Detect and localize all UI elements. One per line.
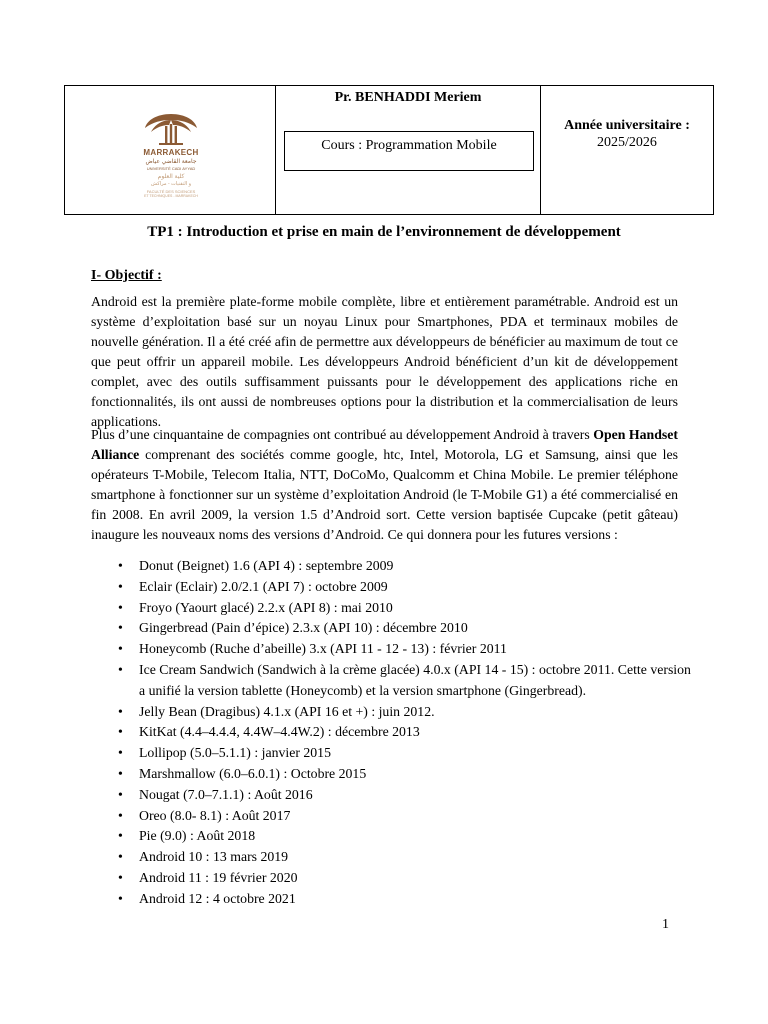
- list-item-text: Donut (Beignet) 1.6 (API 4) : septembre 2009: [139, 558, 394, 573]
- list-item-text: Oreo (8.0- 8.1) : Août 2017: [139, 807, 291, 823]
- logo-faculty: FACULTÉ DES SCIENCES: [146, 189, 196, 194]
- bullet-icon: •: [118, 828, 123, 844]
- bullet-icon: •: [118, 745, 123, 761]
- paragraph-alliance: [91, 425, 678, 545]
- paragraph-alliance-before: Plus d’une cinquantaine de compagnies ont contribué au développement Android à travers: [91, 427, 594, 442]
- bullet-icon: •: [118, 703, 123, 719]
- paragraph-intro: Android est la première plate-forme mobile complète, libre et entièrement paramétrable. Android est un système d’exploitation basé sur un noyau Linux pour Smartphones, PDA et terminaux mobiles de nouvelle génération. Il a été créé afin de permettre aux développeurs de bénéficier au maximum de tout ce que peut offrir un appareil mobile. Les développeurs Android bénéficient d’un kit de développement complet, avec des outils suffisamment puissants pour le développement des applications riche en fonctionnalités, ils ont aussi de nombreuses options pour la distribution et la commercialisation de leurs applications.: [91, 294, 678, 429]
- bullet-icon: •: [118, 599, 123, 615]
- bullet-icon: •: [118, 724, 123, 740]
- list-item: [91, 702, 691, 723]
- logo-faculty-city: ET TECHNIQUES - MARRAKECH: [144, 194, 198, 198]
- page-number: 1: [662, 917, 669, 932]
- bullet-icon: •: [118, 620, 123, 636]
- list-item: [91, 847, 691, 868]
- academic-year: [541, 117, 713, 151]
- list-item: [91, 722, 691, 743]
- logo-city: MARRAKECH: [143, 148, 199, 157]
- logo-arabic-university: جامعة القاضي عياض: [145, 159, 197, 165]
- paragraph-alliance-after: comprenant des sociétés comme google, htc, Intel, Motorola, LG et Samsung, ainsi que les opérateurs T-Mobile, Telecom Italia, NTT, DoCoMo, Qualcomm et China Mobile. Le premier téléphone smartphone à fonctionner sur un système d’exploitation Android (le T-Mobile G1) a été commercialisé en fin 2008. En avril 2009, la version 1.5 d’Android sort. Cette version baptisée Cupcake (petit gâteau) inaugure les nouveaux noms des versions d’Android. Ce qui donnera pour les futures versions :: [91, 447, 678, 542]
- list-item-text: Jelly Bean (Dragibus) 4.1.x (API 16 et +) : juin 2012.: [139, 703, 435, 719]
- list-item: [91, 889, 691, 910]
- list-item-text: Honeycomb (Ruche d’abeille) 3.x (API 11 - 12 - 13) : février 2011: [139, 641, 507, 657]
- list-item-text: Froyo (Yaourt glacé) 2.2.x (API 8) : mai 2010: [139, 599, 393, 615]
- document-title: TP1 : Introduction et prise en main de l’environnement de développement: [147, 224, 621, 240]
- university-logo-icon: [143, 108, 199, 148]
- professor-cell: [276, 86, 541, 214]
- list-item: [91, 806, 691, 827]
- logo-arabic-techniques: و التقنيات - مراكش: [150, 181, 192, 187]
- logo-arabic-faculty: كلية العلوم: [157, 174, 185, 180]
- list-item-text: Android 11 : 19 février 2020: [139, 869, 298, 885]
- list-item-text: KitKat (4.4–4.4.4, 4.4W–4.4W.2) : décembre 2013: [139, 724, 420, 740]
- list-item: [91, 785, 691, 806]
- list-item: [91, 556, 691, 577]
- list-item: [91, 660, 691, 702]
- logo-university: UNIVERSITÉ CADI AYYAD: [146, 166, 196, 171]
- list-item: [91, 764, 691, 785]
- list-item: [91, 826, 691, 847]
- bullet-icon: •: [118, 578, 123, 594]
- list-item-text: Android 10 : 13 mars 2019: [139, 849, 289, 865]
- header-table: [64, 85, 714, 215]
- list-item: [91, 868, 691, 889]
- year-cell: [541, 86, 713, 214]
- bullet-icon: •: [118, 890, 123, 906]
- list-item-text: Marshmallow (6.0–6.0.1) : Octobre 2015: [139, 765, 367, 781]
- section-heading: I- Objectif :: [91, 268, 162, 283]
- list-item: [91, 598, 691, 619]
- bullet-icon: •: [118, 558, 123, 573]
- bullet-icon: •: [118, 641, 123, 657]
- logo-cell: [65, 86, 276, 214]
- course-box: Cours : Programmation Mobile: [284, 131, 534, 171]
- bullet-icon: •: [118, 765, 123, 781]
- list-item: [91, 639, 691, 660]
- list-item-text: Android 12 : 4 octobre 2021: [139, 890, 296, 906]
- list-item-text: Lollipop (5.0–5.1.1) : janvier 2015: [139, 745, 331, 761]
- open-handset-alliance: Open Handset Alliance: [91, 427, 678, 462]
- list-item-text: Pie (9.0) : Août 2018: [139, 828, 256, 844]
- android-versions-list: [91, 556, 691, 910]
- list-item-text: Eclair (Eclair) 2.0/2.1 (API 7) : octobre 2009: [139, 578, 388, 594]
- list-item: [91, 618, 691, 639]
- academic-year-label: Année universitaire :: [564, 118, 690, 133]
- bullet-icon: •: [118, 786, 123, 802]
- bullet-icon: •: [118, 807, 123, 823]
- academic-year-value: 2025/2026: [597, 135, 657, 150]
- list-item-text: Gingerbread (Pain d’épice) 2.3.x (API 10) : décembre 2010: [139, 620, 468, 636]
- list-item-text: Ice Cream Sandwich (Sandwich à la crème glacée) 4.0.x (API 14 - 15) : octobre 2011. Cette version a unifié la version tablette (Honeycomb) et la version smartphone (Gingerbread).: [139, 661, 691, 698]
- professor-name: Pr. BENHADDI Meriem: [334, 90, 482, 105]
- bullet-icon: •: [118, 869, 123, 885]
- bullet-icon: •: [118, 849, 123, 865]
- list-item-text: Nougat (7.0–7.1.1) : Août 2016: [139, 786, 313, 802]
- bullet-icon: •: [118, 661, 123, 677]
- list-item: [91, 743, 691, 764]
- list-item: [91, 577, 691, 598]
